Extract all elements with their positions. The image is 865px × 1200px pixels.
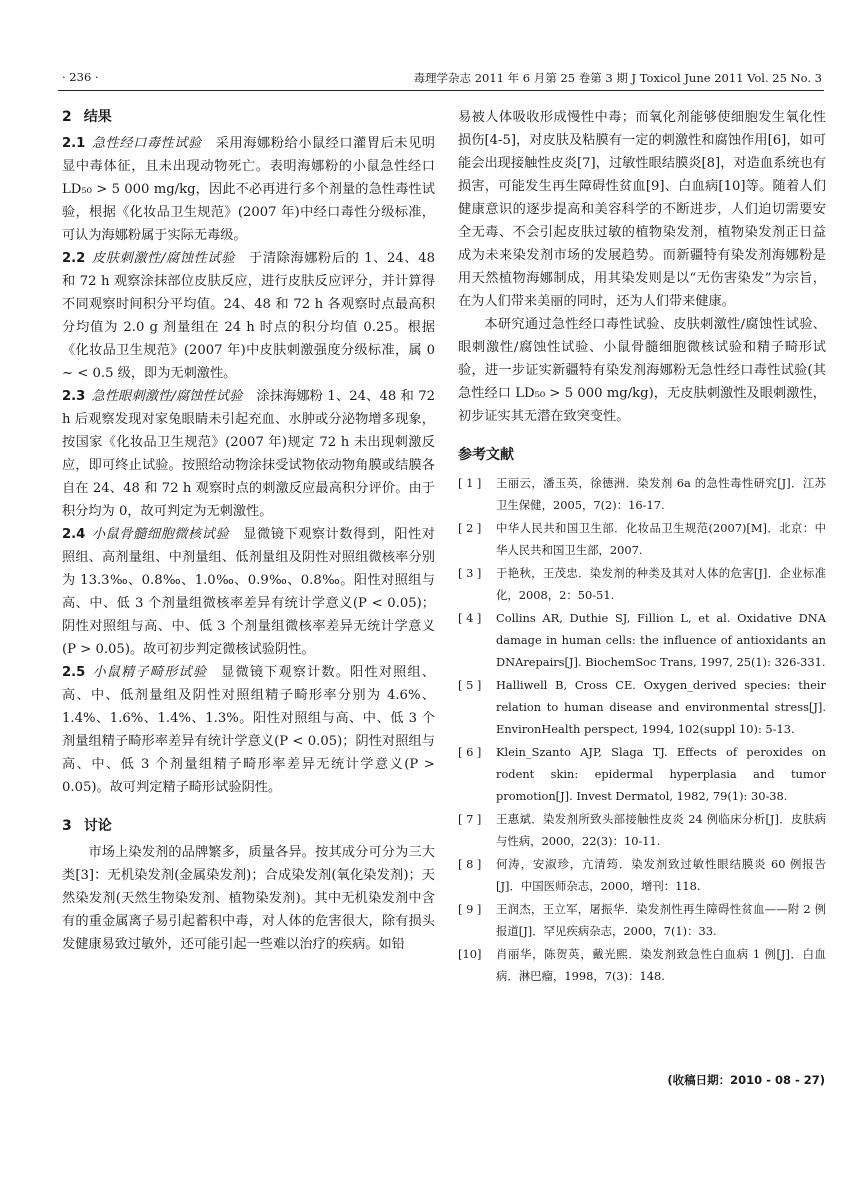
result-2-2: 2.2 皮肤刺激性/腐蚀性试验 于清除海娜粉后的 1、24、48 和 72 h 观察涂抹部位皮肤反应，进行皮肤反应评分，并计算得不同观察时间积分平均值。24、48 和 72 h 各观察时点最高积分均值为 2.0 g 剂量组在 24 h 时点的积分均值 0.25。根据《化妆品卫生规范》(2007 年)中皮肤刺激强度分级标准，属 0 ~ < 0.5 级，即为无刺激性。 [62,251,435,381]
discussion-paragraph-1-continued: 易被人体吸收形成慢性中毒；而氧化剂能够使细胞发生氧化性损伤[4-5]，对皮肤及粘膜有一定的刺激性和腐蚀作用[6]，如可能会出现接触性皮炎[7]，过敏性眼结膜炎[8]，对造血系统也有损害，可能发生再生障碍性贫血[9]、白血病[10]等。随着人们健康意识的逐步提高和美容科学的不断进步，人们迫切需要安全无毒、不会引起皮肤过敏的植物染发剂，植物染发剂正日益成为未来染发剂市场的发展趋势。而新疆特有染发剂海娜粉是用天然植物海娜制成，用其染发则是以“无伤害染发”为宗旨，在为人们带来美丽的同时，还为人们带来健康。 [458,110,826,309]
header-rule [58,90,824,91]
reference-item: [ 2 ] 中华人民共和国卫生部．化妆品卫生规范(2007)[M]．北京：中华人民共和国卫生部，2007. [458,521,826,557]
reference-item: [ 6 ] Klein_Szanto AJP, Slaga TJ. Effects of peroxides on rodent skin: epidermal hyperplasia and tumor promotion[J]. Invest Dermatol, 1982, 79(1): 30-38. [458,745,826,803]
left-column [62,106,435,956]
references-heading: 参考文献 [458,447,514,463]
journal-info: 毒理学杂志 2011 年 6 月第 25 卷第 3 期 J Toxicol June 2011 Vol. 25 No. 3 [413,71,822,85]
discussion-paragraph-1: 市场上染发剂的品牌繁多，质量各异。按其成分可分为三大类[3]：无机染发剂(金属染发剂)；合成染发剂(氧化染发剂)；天然染发剂(天然生物染发剂、植物染发剂)。其中无机染发剂中含有的重金属离子易引起蓄积中毒，对人体的危害很大，除有损头发健康易致过敏外，还可能引起一些难以治疗的疾病。如铅 [62,845,435,952]
result-2-1: 2.1 急性经口毒性试验 采用海娜粉给小鼠经口灌胃后未见明显中毒体征，且未出现动物死亡。表明海娜粉的小鼠急性经口 LD₅₀ > 5 000 mg/kg，因此不必再进行多个剂量的急性毒性试验，根据《化妆品卫生规范》(2007 年)中经口毒性分级标准，可认为海娜粉属于实际无毒级。 [62,136,435,243]
reference-item: [ 9 ] 王润杰，王立军，屠振华．染发剂性再生障碍性贫血——附 2 例报道[J]．罕见疾病杂志，2000，7(1)：33. [458,902,826,938]
results-heading: 2 结果 [62,109,112,125]
running-header [62,68,822,90]
reference-item: [ 4 ] Collins AR, Duthie SJ, Fillion L, et al. Oxidative DNA damage in human cells: the influence of antioxidants an DNArepairs[J]. BiochemSoc Trans, 1997, 25(1): 326-331. [458,611,826,669]
reference-list [458,472,826,987]
page-number: · 236 · [62,70,99,84]
discussion-paragraph-2: 本研究通过急性经口毒性试验、皮肤刺激性/腐蚀性试验、眼刺激性/腐蚀性试验、小鼠骨髓细胞微核试验和精子畸形试验，进一步证实新疆特有染发剂海娜粉无急性经口毒性试验(其急性经口 LD₅₀ > 5 000 mg/kg)，无皮肤刺激性及眼刺激性，初步证实其无潜在致突变性。 [458,317,826,424]
reference-item: [10] 肖丽华，陈贺英，戴光熙．染发剂致急性白血病 1 例[J]．白血病．淋巴瘤，1998，7(3)：148. [458,947,826,983]
result-2-3: 2.3 急性眼刺激性/腐蚀性试验 涂抹海娜粉 1、24、48 和 72 h 后观察发现对家兔眼睛未引起充血、水肿或分泌物增多现象，按国家《化妆品卫生规范》(2007 年)规定 72 h 未出现刺激反应，即可终止试验。按照给动物涂抹受试物依动物角膜或结膜各自在 24、48 和 72 h 观察时点的刺激反应最高积分评价。由于积分均为 0，故可判定为无刺激性。 [62,389,435,519]
result-2-4: 2.4 小鼠骨髓细胞微核试验 显微镜下观察计数得到，阳性对照组、高剂量组、中剂量组、低剂量组及阴性对照组微核率分别为 13.3‰、0.8‰、1.0‰、0.9‰、0.8‰。阳性对照组与高、中、低 3 个剂量组微核率差异有统计学意义(P < 0.05)；阴性对照组与高、中、低 3 个剂量组微核率差异无统计学意义(P > 0.05)。故可初步判定微核试验阴性。 [62,527,435,657]
discussion-heading: 3 讨论 [62,818,112,834]
result-2-5: 2.5 小鼠精子畸形试验 显微镜下观察计数。阳性对照组、高、中、低剂量组及阴性对照组精子畸形率分别为 4.6%、1.4%、1.6%、1.4%、1.3%。阳性对照组与高、中、低 3 个剂量组精子畸形率差异有统计学意义(P < 0.05)；阴性对照组与高、中、低 3 个剂量组精子畸形率差异无统计学意义(P > 0.05)。故可判定精子畸形试验阴性。 [62,665,435,795]
reference-item: [ 3 ] 于艳秋，王茂忠．染发剂的种类及其对人体的危害[J]．企业标准化，2008，2：50-51. [458,566,826,602]
reference-item: [ 7 ] 王惠斌．染发剂所致头部接触性皮炎 24 例临床分析[J]．皮肤病与性病，2000，22(3)：10-11. [458,812,826,848]
reference-item: [ 5 ] Halliwell B, Cross CE. Oxygen_derived species: their relation to human disease and environmental stress[J]. EnvironHealth perspect, 1994, 102(suppl 10): 5-13. [458,678,826,736]
right-column [458,106,826,988]
reference-item: [ 1 ] 王丽云，潘玉英，徐德洲．染发剂 6a 的急性毒性研究[J]．江苏卫生保健，2005，7(2)：16-17. [458,476,826,512]
reference-item: [ 8 ] 何涛，安淑珍，亢清筠．染发剂致过敏性眼结膜炎 60 例报告[J]．中国医师杂志，2000，增刊：118. [458,857,826,893]
received-date: (收稿日期：2010 - 08 - 27) [667,1073,825,1087]
